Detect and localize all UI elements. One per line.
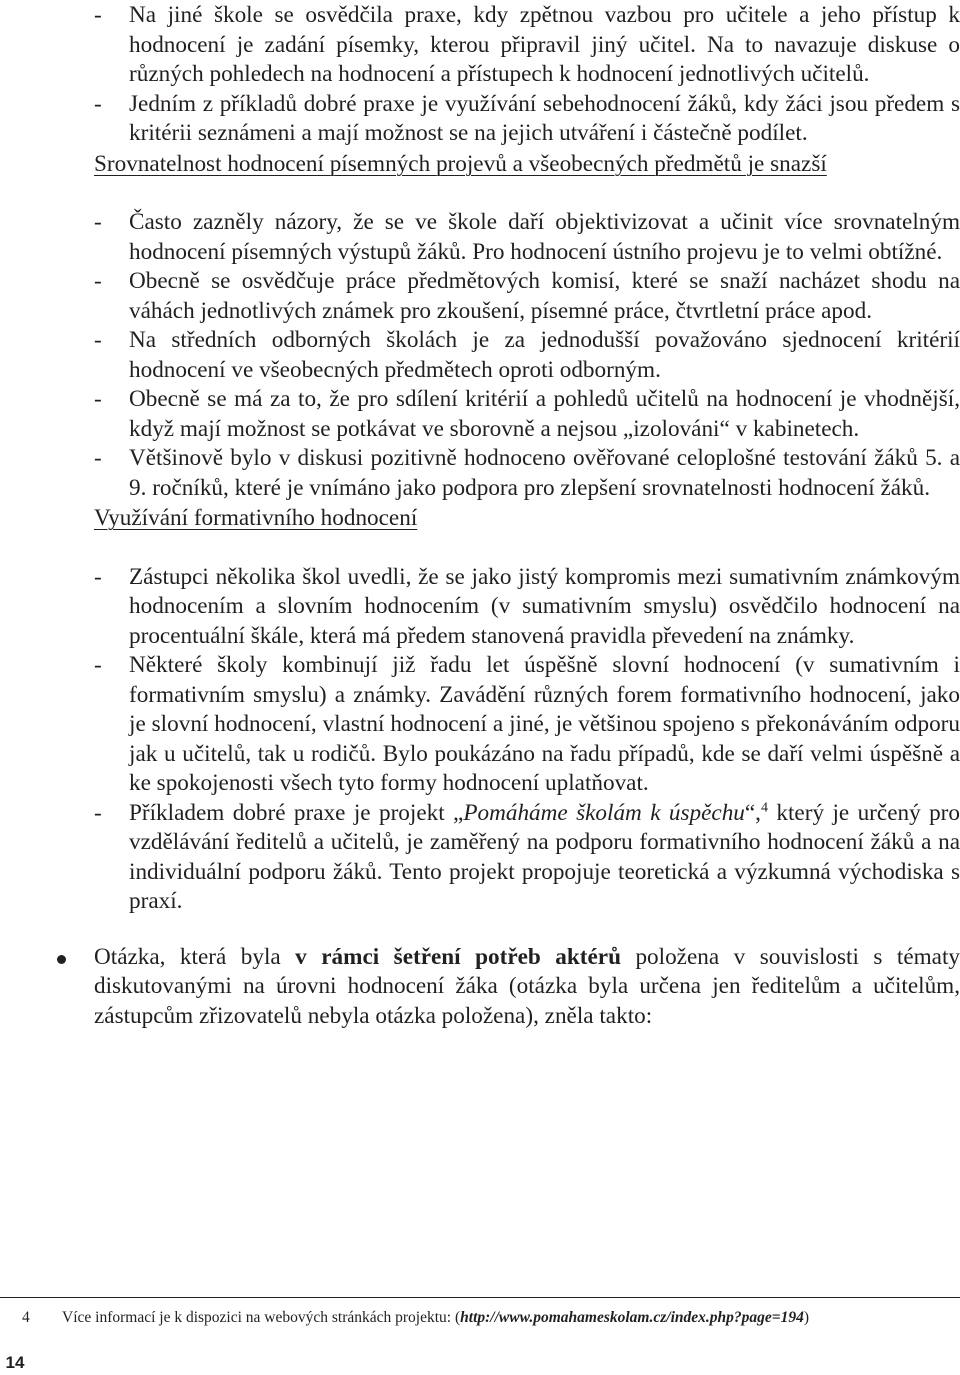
list-item: [94, 651, 960, 799]
footnote-number: 4: [22, 1309, 30, 1326]
section-heading-comparability: Srovnatelnost hodnocení písemných projevů a všeobecných předmětů je snazší: [94, 150, 827, 177]
formative-list: [94, 563, 960, 917]
project-quote-close: “,: [744, 799, 761, 826]
dash-marker: -: [94, 327, 102, 353]
list-item: [94, 563, 960, 652]
footnote-text: Více informací je k dispozici na webových stránkách projektu: (: [62, 1309, 461, 1326]
dash-marker: -: [94, 563, 102, 590]
list-item-text: Jedním z příkladů dobré praxe je využívání sebehodnocení žáků, kdy žáci jsou předem s kritérii seznámeni a mají možnost se na jejich utváření i částečně podílet.: [129, 90, 960, 146]
dash-marker: -: [94, 652, 102, 678]
bullet-icon: [57, 955, 66, 964]
bullet-text-after: položena v souvislosti s tématy diskutovanými na úrovni hodnocení žáka (otázka byla určena jen ředitelům a učitelům, zástupcům zřizovatelů nebyla otázka položena), zněla takto:: [94, 943, 960, 1029]
bullet-text-bold: v rámci šetření potřeb aktérů: [295, 943, 621, 970]
list-item-text: Obecně se má za to, že pro sdílení kritérií a pohledů učitelů na hodnocení je vhodnější, když mají možnost se potkávat ve sborovně a nejsou „izolováni“ v kabinetech.: [129, 386, 960, 442]
dash-marker: -: [94, 386, 102, 412]
project-text-rest: který je určený pro vzdělávání ředitelů a učitelů, je zaměřený na podporu formativního hodnocení žáků a na individuální podporu žáků. Tento projekt propojuje teoretická a výzkumná východiska s praxí.: [129, 799, 960, 914]
dash-marker: -: [94, 90, 102, 117]
footnote-reference[interactable]: 4: [760, 799, 768, 815]
list-item-text: Často zazněly názory, že se ve škole daří objektivizovat a učinit více srovnatelným hodnocení písemných výstupů žáků. Pro hodnocení ústního projevu je to velmi obtížné.: [129, 209, 960, 265]
list-item-text: Některé školy kombinují již řadu let úspěšně slovní hodnocení (v sumativním i formativním smyslu) a známky. Zavádění různých forem formativního hodnocení, jako je slovní hodnocení, vlastní hodnocení a jiné, je většinou spojeno s překonáváním odporu jak u učitelů, tak u rodičů. Bylo poukázáno na řadu případů, kde se daří velmi úspěšně a ke spokojenosti všech tyto formy hodnocení uplatňovat.: [129, 652, 960, 796]
dash-marker: -: [94, 209, 102, 235]
page-number: 14: [5, 1353, 25, 1372]
footnote-divider: [0, 1297, 960, 1298]
list-item-text: Obecně se osvědčuje práce předmětových komisí, které se snaží nacházet shodu na váhách jednotlivých známek pro zkoušení, písemné práce, čtvrtletní práce apod.: [129, 268, 960, 324]
dash-marker: -: [94, 445, 102, 471]
section-heading-formative: Využívání formativního hodnocení: [94, 505, 418, 531]
project-title: Pomáháme školám k úspěchu: [463, 799, 745, 826]
list-item-text: Zástupci několika škol uvedli, že se jako jistý kompromis mezi sumativním známkovým hodnocením a slovním hodnocením (v sumativním smyslu) osvědčilo hodnocení na procentuální škále, která má předem stanovená pravidla převedení na známky.: [129, 563, 960, 649]
list-item: [94, 326, 960, 385]
dash-marker: -: [94, 268, 102, 294]
list-item-text: Většinově bylo v diskusi pozitivně hodnoceno ověřované celoplošné testování žáků 5. a 9. ročníků, které je vnímáno jako podpora pro zlepšení srovnatelnosti hodnocení žáků.: [129, 445, 960, 501]
list-item: [94, 208, 960, 267]
list-item: [94, 385, 960, 444]
dash-marker: -: [94, 799, 102, 826]
bullet-text-before: Otázka, která byla: [94, 943, 296, 970]
list-item: [94, 1, 960, 90]
list-item: [94, 90, 960, 149]
page-content: [94, 1, 960, 1054]
list-item: [94, 267, 960, 326]
bullet-paragraph: [94, 943, 960, 1032]
comparability-list: [94, 208, 960, 503]
list-item-text: Na jiné škole se osvědčila praxe, kdy zpětnou vazbou pro učitele a jeho přístup k hodnocení je zadání písemky, kterou připravil jiný učitel. Na to navazuje diskuse o různých pohledech na hodnocení a přístupech k hodnocení jednotlivých učitelů.: [129, 2, 960, 87]
dash-marker: -: [94, 2, 102, 28]
footnote: [22, 1308, 952, 1328]
list-item-text: Na středních odborných školách je za jednodušší považováno sjednocení kritérií hodnocení ve všeobecných předmětech oproti odborným.: [129, 327, 960, 383]
footnote-close: ): [803, 1309, 809, 1326]
list-item: [94, 444, 960, 503]
footnote-link[interactable]: http://www.pomahameskolam.cz/index.php?page=194: [460, 1309, 804, 1326]
project-text-before: Příkladem dobré praxe je projekt „: [129, 799, 464, 826]
intro-list: [94, 1, 960, 149]
list-item-project: [94, 799, 960, 917]
